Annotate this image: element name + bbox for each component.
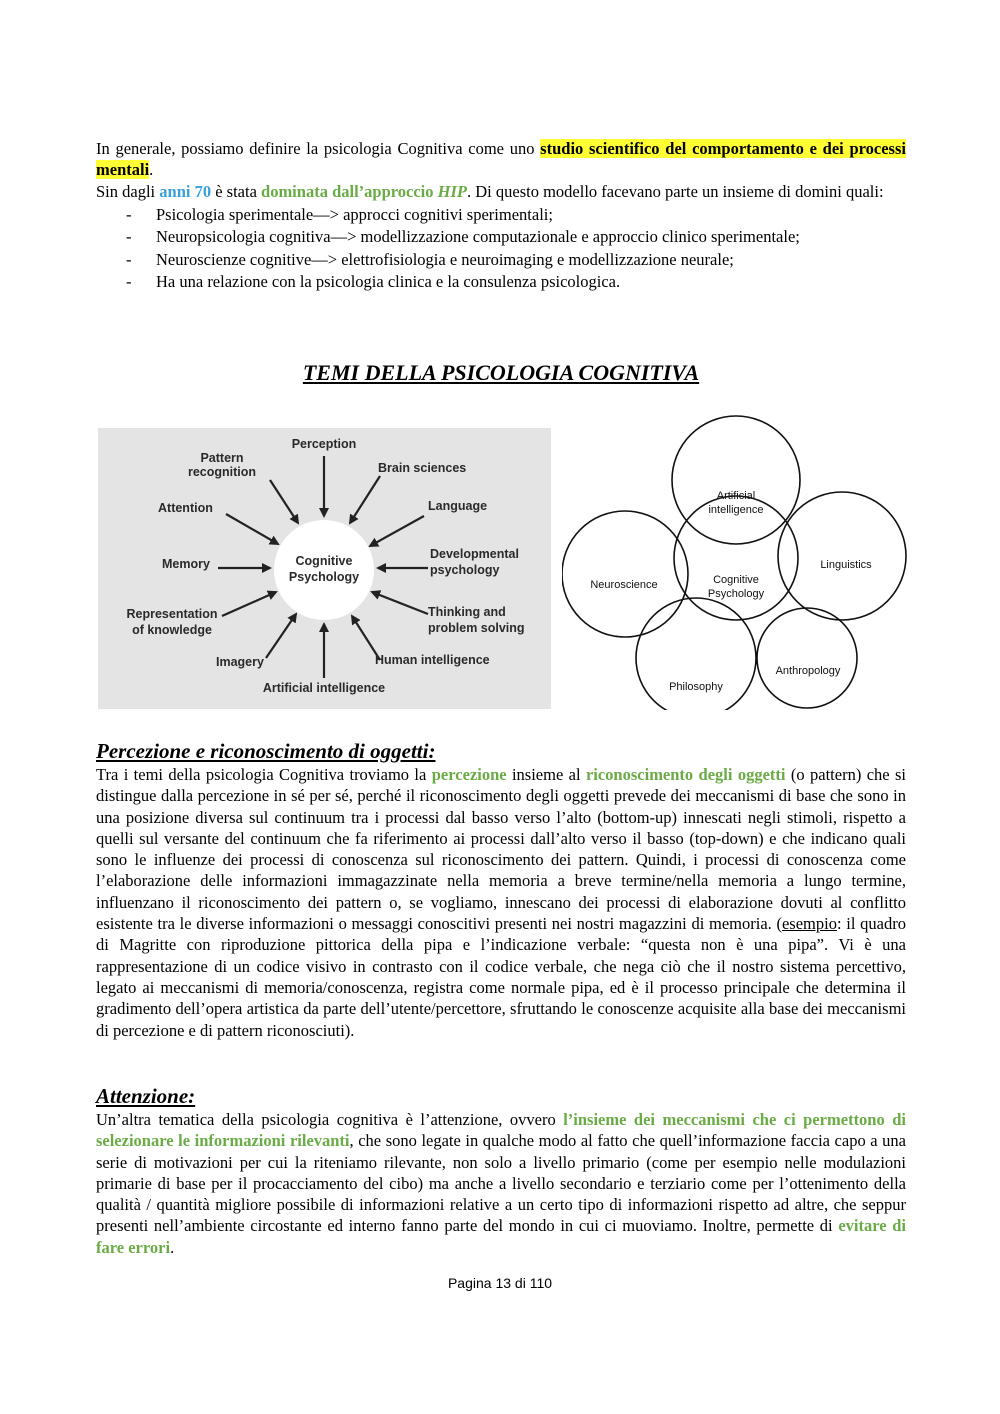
label-anthropology: Anthropology	[775, 665, 841, 677]
attention-paragraph	[96, 1109, 906, 1258]
circle-philosophy	[636, 598, 756, 710]
body-text: .	[170, 1237, 175, 1257]
intro-text: .	[149, 160, 154, 180]
label-representation: Representation	[126, 607, 218, 621]
circles-diagram-svg	[562, 410, 912, 710]
label-brain: Brain sciences	[378, 461, 467, 475]
cognitive-psychology-star-diagram	[98, 428, 551, 709]
label-thinking: problem solving	[428, 621, 525, 635]
example-label: esempio	[781, 914, 837, 934]
label-representation: of knowledge	[132, 623, 212, 637]
list-item: - Neuroscienze cognitive—> elettrofisiologia e neuroimaging e modellizzazione neurale;	[96, 249, 906, 272]
body-text: : il quadro di Magritte con riproduzione pittorica della pipa e l’indicazione verbale: “questa non è una pipa”. Vi è una rappresentazione di un codice visivo in contrasto con il codice verbale, che nega ciò che il nostro sistema percettivo, legato ai meccanismi di memoria/conoscenza, registra come normale pipa, ed è il processo principale che determina il gradimento dell’opera artistica da parte dell’utente/percettore, sfruttando le conoscenze acquisite alla base dei meccanismi di percezione e di pattern riconosciuti).	[96, 914, 906, 1040]
intro-text: In generale, possiamo definire la psicologia Cognitiva come uno	[96, 139, 541, 158]
page-number-footer: Pagina 13 di 110	[447, 1275, 553, 1291]
label-perception: Perception	[291, 437, 357, 451]
center-label: Cognitive	[713, 574, 759, 586]
attention-heading: Attenzione:	[96, 1084, 196, 1108]
highlight-meccanismi: l’insieme dei meccanismi che ci permettono di selezionare le informazioni rilevanti	[96, 1110, 906, 1151]
body-text: Un’altra tematica della psicologia cognitiva è l’attenzione, ovvero	[96, 1110, 564, 1129]
body-text: Tra i temi della psicologia Cognitiva troviamo la	[96, 765, 432, 784]
label-thinking: Thinking and	[428, 605, 506, 619]
domains-list	[96, 204, 906, 294]
arrow	[270, 480, 298, 523]
body-text: , che sono legate in qualche modo al fatto che quell’informazione faccia capo a una serie di motivazioni per cui la riteniamo rilevante, non solo a livello primario (come per esempio nelle modulazioni primarie di base per il procacciamento del cibo) ma anche a livello secondario e terziario come per l’ottenimento della qualità / quantità migliore possibile di informazioni relative a un certo tipo di informazioni rispetto ad altre, che seppur presenti nell’ambiente circostante ed interno fanno parte del mondo in cui ci muoviamo. Inoltre, permette di	[96, 1131, 906, 1236]
label-neuroscience: Neuroscience	[590, 579, 658, 591]
intro-section	[96, 138, 906, 294]
perception-section	[96, 738, 906, 1041]
highlight-errori: evitare di fare errori	[96, 1216, 906, 1257]
body-text: (o pattern) che si distingue dalla percezione in sé per sé, perché il riconoscimento degli oggetti prevede dei meccanismi di base che sono in una posizione diversa sul continuum tra i processi dal basso verso l’alto (bottom-up) innescati negli stimoli, rispetto a quelli sul versante del continuum che fa riferimento ai processi dall’alto verso il basso (top-down) e che indicano quali sono le influenze dei processi di conoscenza sul riconoscimento dei pattern. Quindi, i processi di conoscenza come l’elaborazione delle informazioni immagazzinate nella memoria a breve termine/nella memoria a lungo termine, influenzano il riconoscimento dei pattern o, se vogliamo, innescano dei processi di elaborazione dovuti al conflitto esistente tra le diverse informazioni o messaggi conoscitivi presenti nei nostri magazzini di memoria. (	[96, 765, 906, 934]
highlight-percezione: percezione	[431, 765, 507, 784]
label-imagery: Imagery	[216, 655, 264, 669]
label-developmental: psychology	[430, 563, 500, 577]
perception-paragraph	[96, 764, 906, 1041]
intro-paragraph-1	[96, 138, 906, 181]
arrow	[222, 592, 276, 616]
highlighted-definition: studio scientifico del comportamento e dei processi mentali	[96, 139, 906, 180]
intro-text: è stata	[211, 181, 262, 201]
label-memory: Memory	[162, 557, 210, 571]
highlight-hip: HIP	[437, 181, 467, 201]
circle-neuroscience	[562, 511, 688, 637]
arrow	[372, 592, 428, 614]
list-item: - Psicologia sperimentale—> approcci cognitivi sperimentali;	[96, 204, 906, 227]
highlight-anni-70: anni 70	[159, 181, 212, 201]
intro-text: Sin dagli	[96, 181, 160, 201]
highlight-dominata: dominata dall’approccio	[261, 181, 438, 201]
attention-section	[96, 1083, 906, 1258]
label-language: Language	[428, 499, 488, 513]
circle-ai	[672, 416, 800, 544]
section-title: TEMI DELLA PSICOLOGIA COGNITIVA	[302, 360, 700, 385]
label-human: Human intelligence	[375, 653, 490, 667]
page-content	[96, 138, 906, 1257]
list-item: - Ha una relazione con la psicologia clinica e la consulenza psicologica.	[96, 271, 906, 294]
highlight-riconoscimento: riconoscimento degli oggetti	[585, 765, 786, 784]
label-linguistics: Linguistics	[820, 559, 872, 571]
label-pattern: Pattern	[200, 451, 244, 465]
body-text: insieme al	[506, 765, 586, 784]
arrow	[350, 476, 380, 523]
arrow	[370, 516, 424, 546]
label-attention: Attention	[158, 501, 213, 515]
arrow	[226, 514, 278, 544]
label-philosophy: Philosophy	[669, 681, 723, 693]
list-item: - Neuropsicologia cognitiva—> modellizzazione computazionale e approccio clinico sperimentale;	[96, 226, 906, 249]
center-label: Psychology	[707, 588, 765, 600]
intro-text: . Di questo modello facevano parte un insieme di domini quali:	[467, 181, 884, 201]
label-ai: intelligence	[708, 504, 764, 516]
circle-anthropology	[757, 608, 857, 708]
perception-heading: Percezione e riconoscimento di oggetti:	[96, 739, 436, 763]
label-pattern: recognition	[187, 465, 257, 479]
label-developmental: Developmental	[430, 547, 519, 561]
label-ai: Artificial	[716, 490, 756, 502]
arrow	[266, 614, 296, 658]
interdisciplinary-circles-diagram	[562, 410, 912, 710]
center-label: Cognitive	[295, 554, 353, 568]
center-label: Psychology	[288, 570, 360, 584]
label-artificial: Artificial intelligence	[262, 681, 386, 695]
figures-row	[98, 428, 908, 718]
intro-paragraph-2	[96, 181, 906, 202]
star-diagram-svg	[98, 428, 551, 709]
